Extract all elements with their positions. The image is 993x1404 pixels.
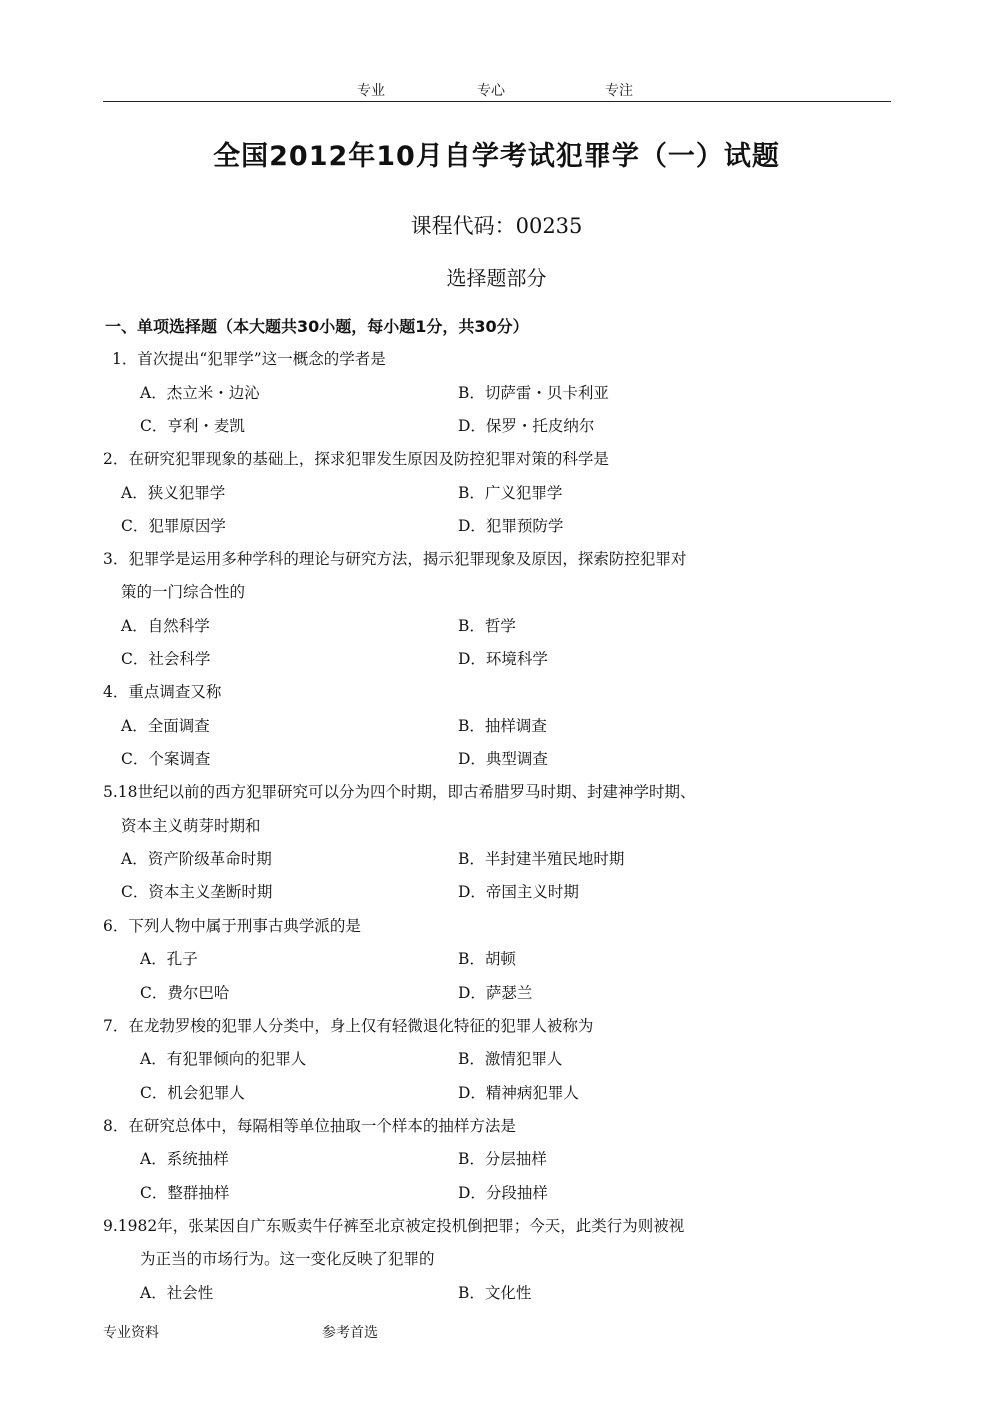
- option: D．犯罪预防学: [458, 517, 564, 535]
- header-right: 专注: [605, 83, 633, 99]
- section-title: 一、单项选择题（本大题共30小题，每小题1分，共30分）: [105, 317, 529, 336]
- header-left: 专业: [357, 83, 385, 99]
- header-center: 专心: [477, 83, 505, 99]
- question-stem: 6．下列人物中属于刑事古典学派的是: [103, 917, 361, 935]
- option: B．分层抽样: [458, 1150, 547, 1168]
- option: A．社会性: [140, 1284, 214, 1302]
- option: A．孔子: [140, 950, 198, 968]
- option: D．保罗・托皮纳尔: [458, 417, 595, 435]
- header-divider: [103, 101, 891, 102]
- option: A．杰立米・边沁: [140, 384, 260, 402]
- option: B．激情犯罪人: [458, 1050, 563, 1068]
- option: D．环境科学: [458, 650, 548, 668]
- option: D．萨瑟兰: [458, 984, 533, 1002]
- option: C．亨利・麦凯: [140, 417, 245, 435]
- exam-title: 全国2012年10月自学考试犯罪学（一）试题: [213, 141, 780, 172]
- question-stem: 5.18世纪以前的西方犯罪研究可以分为四个时期，即古希腊罗马时期、封建神学时期、: [103, 783, 696, 801]
- option: B．抽样调查: [458, 717, 547, 735]
- question-stem: 8．在研究总体中，每隔相等单位抽取一个样本的抽样方法是: [103, 1117, 516, 1135]
- option: D．典型调查: [458, 750, 548, 768]
- footer-left: 专业资料: [103, 1325, 159, 1341]
- option: D．精神病犯罪人: [458, 1084, 579, 1102]
- question-stem-continued: 为正当的市场行为。这一变化反映了犯罪的: [140, 1250, 435, 1268]
- option: A．资产阶级革命时期: [121, 850, 272, 868]
- option: D．帝国主义时期: [458, 883, 579, 901]
- option: B．半封建半殖民地时期: [458, 850, 625, 868]
- course-code: 课程代码：00235: [410, 214, 583, 238]
- option: C．资本主义垄断时期: [121, 883, 273, 901]
- option: C．整群抽样: [140, 1184, 230, 1202]
- option: B．切萨雷・贝卡利亚: [458, 384, 609, 402]
- question-stem: 3．犯罪学是运用多种学科的理论与研究方法，揭示犯罪现象及原因，探索防控犯罪对: [103, 550, 687, 568]
- option: B．哲学: [458, 617, 516, 635]
- option: C．犯罪原因学: [121, 517, 226, 535]
- question-stem: 4．重点调查又称: [103, 683, 222, 701]
- option: D．分段抽样: [458, 1184, 548, 1202]
- option: C．个案调查: [121, 750, 211, 768]
- option: A．自然科学: [121, 617, 210, 635]
- option: A．全面调查: [121, 717, 210, 735]
- question-stem-continued: 资本主义萌芽时期和: [121, 817, 261, 835]
- option: B．广义犯罪学: [458, 484, 563, 502]
- question-stem: 9.1982年，张某因自广东贩卖牛仔裤至北京被定投机倒把罪；今天，此类行为则被视: [103, 1217, 685, 1235]
- option: A．系统抽样: [140, 1150, 229, 1168]
- option: A．有犯罪倾向的犯罪人: [140, 1050, 307, 1068]
- option: C．机会犯罪人: [140, 1084, 245, 1102]
- option: A．狭义犯罪学: [121, 484, 226, 502]
- question-stem-continued: 策的一门综合性的: [121, 583, 246, 601]
- part-title: 选择题部分: [446, 266, 547, 290]
- option: C．社会科学: [121, 650, 211, 668]
- question-stem: 2．在研究犯罪现象的基础上，探求犯罪发生原因及防控犯罪对策的科学是: [103, 450, 609, 468]
- question-stem: 7．在龙勃罗梭的犯罪人分类中，身上仅有轻微退化特征的犯罪人被称为: [103, 1017, 594, 1035]
- option: B．文化性: [458, 1284, 532, 1302]
- option: B．胡顿: [458, 950, 516, 968]
- footer-right: 参考首选: [322, 1325, 378, 1341]
- option: C．费尔巴哈: [140, 984, 230, 1002]
- question-stem: 1．首次提出“犯罪学”这一概念的学者是: [112, 350, 386, 368]
